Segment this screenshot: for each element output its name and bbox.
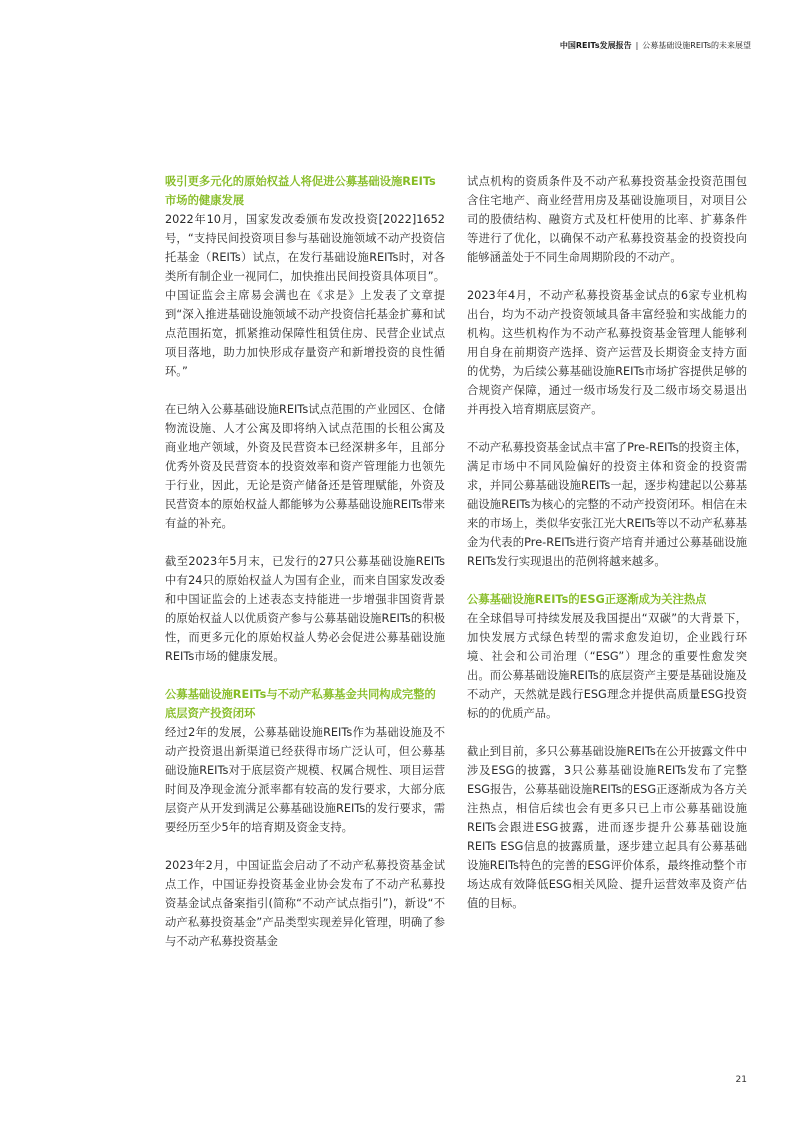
chapter-title: 公募基础设施REITs的未来展望 [642, 41, 751, 50]
paragraph: 2023年4月，不动产私募投资基金试点的6家专业机构出台，均为不动产投资领域具备丰富经验和实战能力的机构。这些机构作为不动产私募投资基金管理人能够利用自身在前期资产选择、资产运营及长期资金支持方面的优势，为后续公募基础设施REITs市场扩容提供足够的合规资产保障，通过一级市场发行及二级市场交易退出并再投入培育期底层资产。 [467, 289, 747, 416]
left-column [165, 172, 445, 970]
running-header [560, 40, 751, 51]
paragraph: 截止到目前，多只公募基础设施REITs在公开披露文件中涉及ESG的披露，3只公募基础设施REITs发布了完整ESG报告，公募基础设施REITs的ESG正逐渐成为各方关注热点，相信后续也会有更多只已上市公募基础设施REITs会跟进ESG披露，进而逐步提升公募基础设施REITs ESG信息的披露质量，逐步建立起具有公募基础设施REITs特色的完善的ESG评价体系，最终推动整个市场达成有效降低ESG相关风险、提升运营效率及资产估值的目标。 [467, 745, 747, 910]
report-title: 中国REITs发展报告 [559, 41, 632, 50]
paragraph: 截至2023年5月末，已发行的27只公募基础设施REITs中有24只的原始权益人为国有企业，而来自国家发改委和中国证监会的上述表态支持能进一步增强非国资背景的原始权益人以优质资产参与公募基础设施REITs的积极性，而更多元化的原始权益人势必会促进公募基础设施REITs市场的健康发展。 [165, 555, 445, 663]
paragraph: 2022年10月，国家发改委颁布发改投资[2022]1652号，“支持民间投资项目参与基础设施领域不动产投资信托基金（REITs）试点，在发行基础设施REITs时，对各类所有制企业一视同仁，加快推出民间投资具体项目”。中国证监会主席易会满也在《求是》上发表了文章提到“深入推进基础设施领域不动产投资信托基金扩募和试点范围拓宽，抓紧推动保障性租赁住房、民营企业试点项目落地，助力加快形成存量资产和新增投资的良性循环。” [165, 213, 445, 378]
paragraph: 经过2年的发展，公募基础设施REITs作为基础设施及不动产投资退出新渠道已经获得市场广泛认可，但公募基础设施REITs对于底层资产规模、权属合规性、项目运营时间及净现金流分派率都有较高的发行要求，大部分底层资产从开发到满足公募基础设施REITs的发行要求，需要经历至少5年的培育期及资金支持。 [165, 726, 445, 834]
paragraph: 2023年2月，中国证监会启动了不动产私募投资基金试点工作，中国证券投资基金业协会发布了不动产私募投资基金试点备案指引(简称“不动产试点指引”)，新设“不动产私募投资基金”产品类型实现差异化管理，明确了参与不动产私募投资基金 [165, 859, 445, 948]
paragraph: 在已纳入公募基础设施REITs试点范围的产业园区、仓储物流设施、人才公寓及即将纳入试点范围的长租公寓及商业地产领域，外资及民营资本已经深耕多年，且部分优秀外资及民营资本的投资效率和资产管理能力也领先于行业，因此，无论是资产储备还是管理赋能，外资及民营资本的原始权益人都能够为公募基础设施REITs带来有益的补充。 [165, 403, 445, 530]
header-separator: | [635, 41, 639, 50]
paragraph: 在全球倡导可持续发展及我国提出“双碳”的大背景下，加快发展方式绿色转型的需求愈发迫切，企业践行环境、社会和公司治理（“ESG”）理念的重要性愈发突出。而公募基础设施REITs的底层资产主要是基础设施及不动产，天然就是践行ESG理念并提供高质量ESG投资标的的优质产品。 [467, 612, 747, 720]
section-title-diversified-originators: 吸引更多元化的原始权益人将促进公募基础设施REITs市场的健康发展 [165, 175, 436, 207]
right-column [467, 172, 747, 932]
paragraph: 不动产私募投资基金试点丰富了Pre-REITs的投资主体，满足市场中不同风险偏好的投资主体和资金的投资需求，并同公募基础设施REITs一起，逐步构建起以公募基础设施REITs为核心的完整的不动产投资闭环。相信在未来的市场上，类似华安张江光大REITs等以不动产私募基金为代表的Pre-REITs进行资产培育并通过公募基础设施REITs发行实现退出的范例将越来越多。 [467, 441, 747, 568]
section-title-investment-loop: 公募基础设施REITs与不动产私募基金共同构成完整的底层资产投资闭环 [165, 688, 436, 720]
section-title-esg: 公募基础设施REITs的ESG正逐渐成为关注热点 [467, 593, 707, 606]
paragraph: 试点机构的资质条件及不动产私募投资基金投资范围包含住宅地产、商业经营用房及基础设施项目，对项目公司的股债结构、融资方式及杠杆使用的比率、扩募条件等进行了优化，以确保不动产私募投资基金的投资投向能够涵盖处于不同生命周期阶段的不动产。 [467, 175, 747, 264]
page-number: 21 [735, 1075, 747, 1085]
